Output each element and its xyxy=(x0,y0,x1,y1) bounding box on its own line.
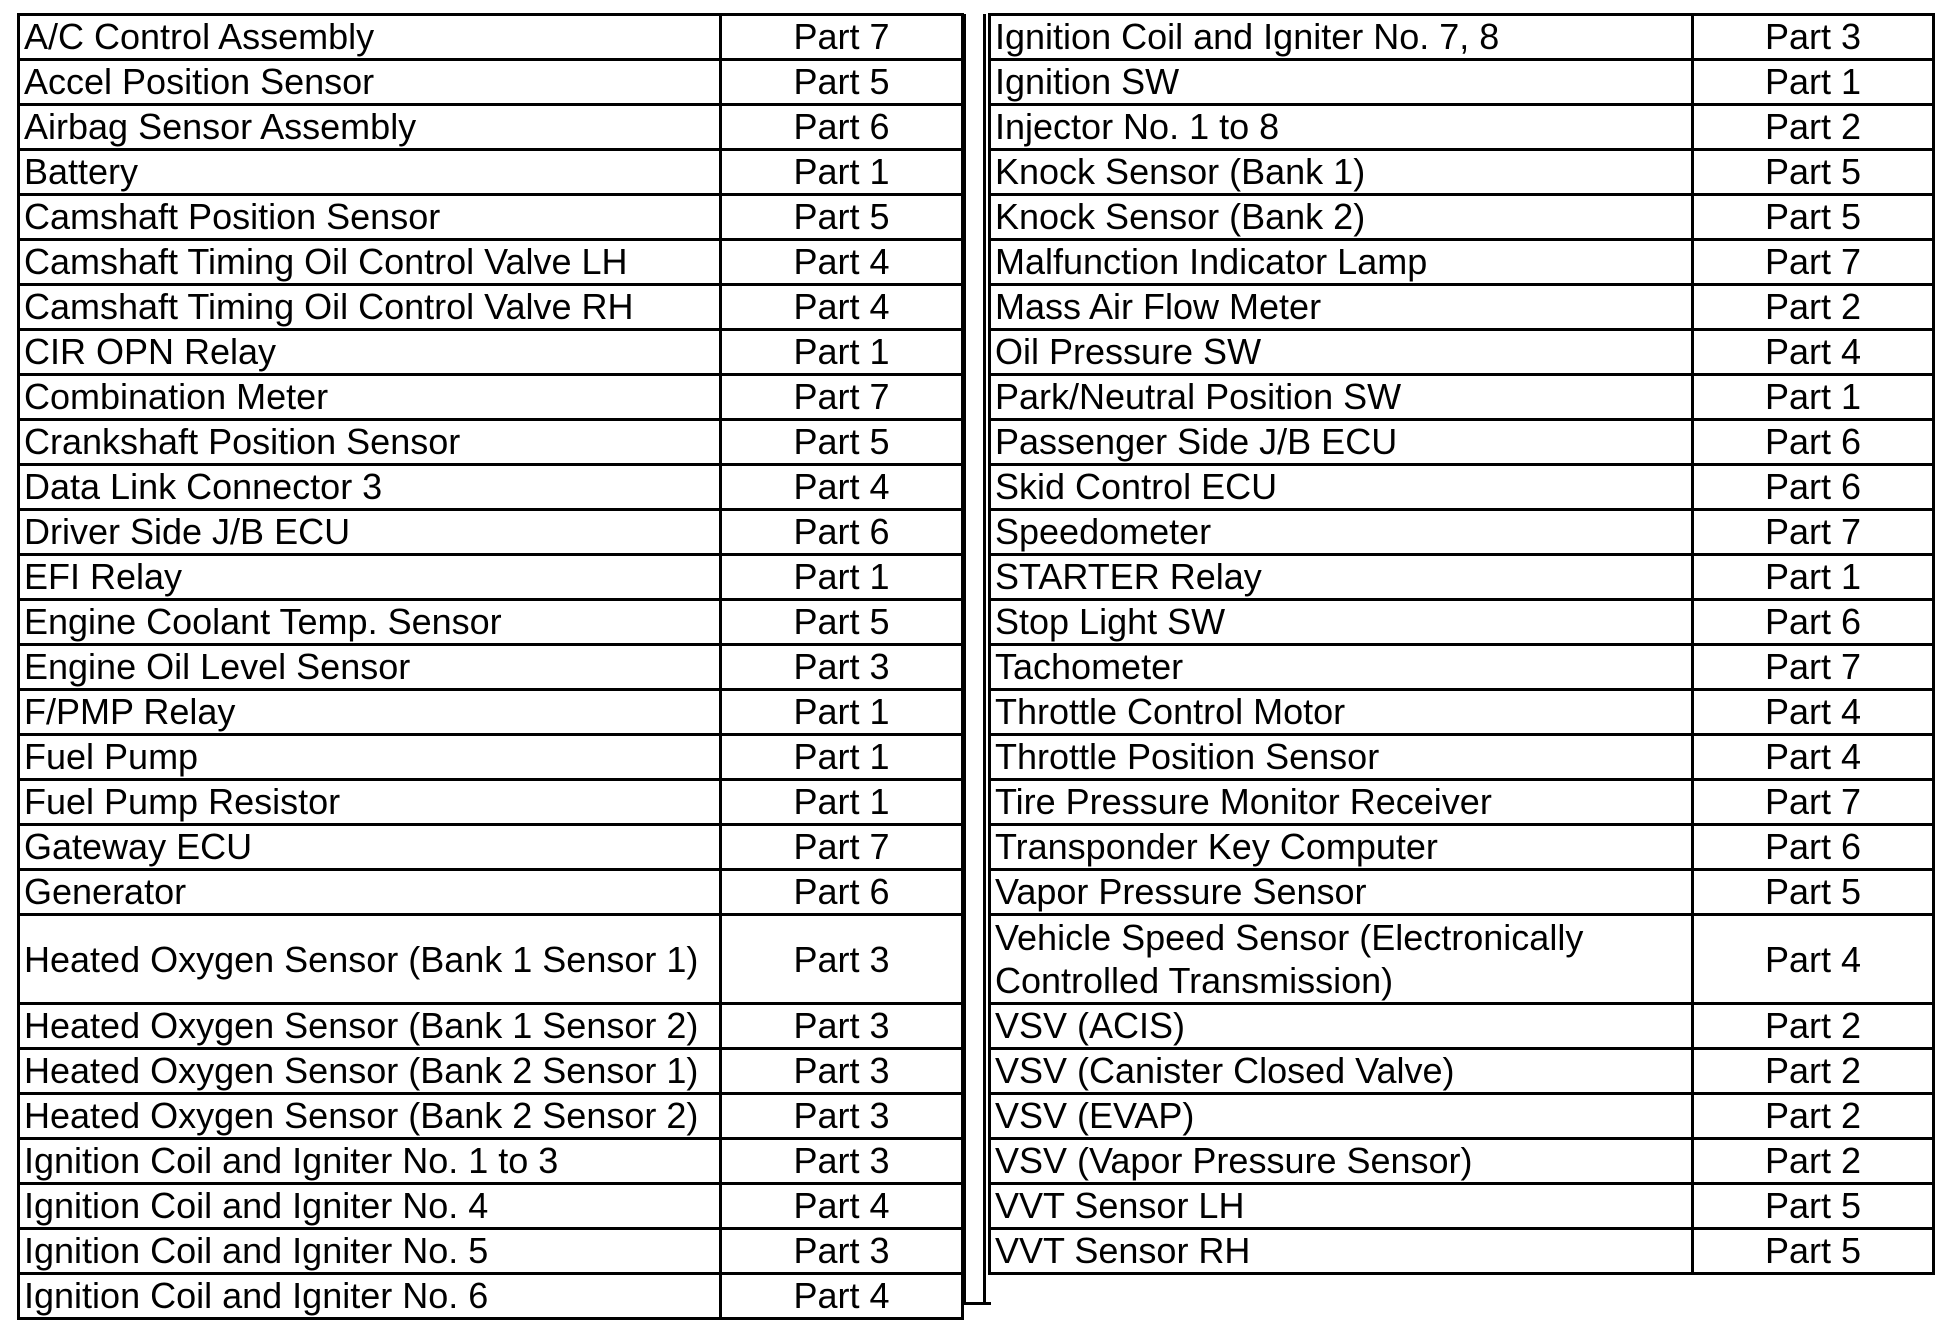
part-reference-cell: Part 1 xyxy=(721,780,963,825)
component-table-right xyxy=(988,13,1935,1275)
part-reference-cell: Part 7 xyxy=(1693,510,1934,555)
table-row xyxy=(19,915,963,1004)
column-separator xyxy=(963,14,986,1305)
component-name-cell: Malfunction Indicator Lamp xyxy=(990,240,1693,285)
component-name-cell: Engine Coolant Temp. Sensor xyxy=(19,600,721,645)
part-reference-cell: Part 2 xyxy=(1693,1094,1934,1139)
component-name-cell: VSV (EVAP) xyxy=(990,1094,1693,1139)
part-reference-cell: Part 4 xyxy=(721,285,963,330)
part-reference-cell: Part 5 xyxy=(1693,150,1934,195)
table-row xyxy=(19,420,963,465)
component-name-cell: Generator xyxy=(19,870,721,915)
table-row xyxy=(19,1049,963,1094)
part-reference-cell: Part 4 xyxy=(721,240,963,285)
component-name-cell: A/C Control Assembly xyxy=(19,15,721,60)
part-reference-cell: Part 3 xyxy=(721,1139,963,1184)
table-row xyxy=(990,285,1934,330)
table-row xyxy=(19,465,963,510)
table-row xyxy=(990,735,1934,780)
part-reference-cell: Part 7 xyxy=(1693,645,1934,690)
component-name-cell: Heated Oxygen Sensor (Bank 1 Sensor 1) xyxy=(19,915,721,1004)
component-name-cell: VVT Sensor RH xyxy=(990,1229,1693,1274)
table-row xyxy=(990,1184,1934,1229)
part-reference-cell: Part 7 xyxy=(721,375,963,420)
table-row xyxy=(19,555,963,600)
table-row xyxy=(990,195,1934,240)
component-name-cell: Fuel Pump xyxy=(19,735,721,780)
table-row xyxy=(990,600,1934,645)
component-name-cell: Mass Air Flow Meter xyxy=(990,285,1693,330)
part-reference-cell: Part 5 xyxy=(721,600,963,645)
component-name-cell: Gateway ECU xyxy=(19,825,721,870)
table-row xyxy=(990,240,1934,285)
table-row xyxy=(19,690,963,735)
component-name-cell: Camshaft Timing Oil Control Valve RH xyxy=(19,285,721,330)
table-row xyxy=(990,1049,1934,1094)
part-reference-cell: Part 1 xyxy=(721,735,963,780)
part-reference-cell: Part 7 xyxy=(721,825,963,870)
component-name-cell: Ignition Coil and Igniter No. 5 xyxy=(19,1229,721,1274)
component-name-cell: Knock Sensor (Bank 1) xyxy=(990,150,1693,195)
component-name-cell: Camshaft Timing Oil Control Valve LH xyxy=(19,240,721,285)
part-reference-cell: Part 6 xyxy=(721,105,963,150)
table-row xyxy=(990,465,1934,510)
part-reference-cell: Part 1 xyxy=(1693,375,1934,420)
part-reference-cell: Part 3 xyxy=(721,1049,963,1094)
component-name-cell: Speedometer xyxy=(990,510,1693,555)
table-row xyxy=(19,285,963,330)
component-name-cell: Vehicle Speed Sensor (Electronically Controlled Transmission) xyxy=(990,915,1693,1004)
part-reference-cell: Part 2 xyxy=(1693,105,1934,150)
component-name-cell: Throttle Position Sensor xyxy=(990,735,1693,780)
part-reference-cell: Part 4 xyxy=(721,1184,963,1229)
component-name-cell: F/PMP Relay xyxy=(19,690,721,735)
component-name-cell: Stop Light SW xyxy=(990,600,1693,645)
part-reference-cell: Part 2 xyxy=(1693,1049,1934,1094)
table-row xyxy=(19,195,963,240)
table-row xyxy=(990,105,1934,150)
table-row xyxy=(19,1004,963,1049)
part-reference-cell: Part 5 xyxy=(1693,1184,1934,1229)
table-row xyxy=(19,1184,963,1229)
component-name-cell: Engine Oil Level Sensor xyxy=(19,645,721,690)
part-reference-cell: Part 4 xyxy=(1693,915,1934,1004)
component-name-cell: Ignition Coil and Igniter No. 1 to 3 xyxy=(19,1139,721,1184)
part-reference-cell: Part 5 xyxy=(1693,1229,1934,1274)
table-row xyxy=(990,870,1934,915)
component-name-cell: Passenger Side J/B ECU xyxy=(990,420,1693,465)
part-reference-cell: Part 1 xyxy=(721,555,963,600)
component-table-right-body xyxy=(990,15,1934,1274)
table-row xyxy=(990,510,1934,555)
component-table-left-body xyxy=(19,15,963,1319)
component-name-cell: Driver Side J/B ECU xyxy=(19,510,721,555)
table-row xyxy=(990,420,1934,465)
part-reference-cell: Part 5 xyxy=(721,195,963,240)
component-name-cell: VVT Sensor LH xyxy=(990,1184,1693,1229)
part-reference-cell: Part 1 xyxy=(721,330,963,375)
table-row xyxy=(19,1094,963,1139)
component-name-cell: VSV (Canister Closed Valve) xyxy=(990,1049,1693,1094)
table-row xyxy=(19,645,963,690)
part-reference-cell: Part 2 xyxy=(1693,1139,1934,1184)
part-reference-cell: Part 7 xyxy=(1693,240,1934,285)
component-name-cell: Transponder Key Computer xyxy=(990,825,1693,870)
component-name-cell: Combination Meter xyxy=(19,375,721,420)
table-row xyxy=(19,780,963,825)
table-row xyxy=(19,510,963,555)
table-row xyxy=(990,780,1934,825)
table-row xyxy=(990,555,1934,600)
component-name-cell: Skid Control ECU xyxy=(990,465,1693,510)
component-table-left xyxy=(17,13,964,1320)
part-reference-cell: Part 4 xyxy=(1693,330,1934,375)
part-reference-cell: Part 5 xyxy=(721,60,963,105)
component-name-cell: VSV (Vapor Pressure Sensor) xyxy=(990,1139,1693,1184)
component-name-cell: Knock Sensor (Bank 2) xyxy=(990,195,1693,240)
part-reference-cell: Part 4 xyxy=(1693,735,1934,780)
component-name-cell: Camshaft Position Sensor xyxy=(19,195,721,240)
component-name-cell: Accel Position Sensor xyxy=(19,60,721,105)
table-row xyxy=(990,15,1934,60)
component-name-cell: Fuel Pump Resistor xyxy=(19,780,721,825)
table-row xyxy=(990,825,1934,870)
component-name-cell: Tachometer xyxy=(990,645,1693,690)
component-name-cell: Data Link Connector 3 xyxy=(19,465,721,510)
table-row xyxy=(19,1139,963,1184)
component-name-cell: Ignition Coil and Igniter No. 7, 8 xyxy=(990,15,1693,60)
component-name-cell: Battery xyxy=(19,150,721,195)
table-row xyxy=(990,330,1934,375)
part-reference-cell: Part 5 xyxy=(1693,195,1934,240)
part-reference-cell: Part 4 xyxy=(721,1274,963,1319)
component-name-cell: Heated Oxygen Sensor (Bank 2 Sensor 2) xyxy=(19,1094,721,1139)
component-name-cell: STARTER Relay xyxy=(990,555,1693,600)
component-name-cell: CIR OPN Relay xyxy=(19,330,721,375)
component-name-cell: Ignition Coil and Igniter No. 6 xyxy=(19,1274,721,1319)
table-row xyxy=(19,825,963,870)
component-name-cell: Heated Oxygen Sensor (Bank 2 Sensor 1) xyxy=(19,1049,721,1094)
part-reference-cell: Part 2 xyxy=(1693,1004,1934,1049)
part-reference-cell: Part 6 xyxy=(721,870,963,915)
part-reference-cell: Part 1 xyxy=(721,690,963,735)
part-reference-cell: Part 4 xyxy=(721,465,963,510)
component-name-cell: Park/Neutral Position SW xyxy=(990,375,1693,420)
part-reference-cell: Part 5 xyxy=(721,420,963,465)
table-row xyxy=(990,1004,1934,1049)
part-reference-cell: Part 3 xyxy=(721,915,963,1004)
component-name-cell: VSV (ACIS) xyxy=(990,1004,1693,1049)
table-row xyxy=(990,1139,1934,1184)
part-reference-cell: Part 7 xyxy=(1693,780,1934,825)
table-row xyxy=(19,60,963,105)
table-row xyxy=(990,690,1934,735)
part-reference-cell: Part 3 xyxy=(721,645,963,690)
table-row xyxy=(19,150,963,195)
table-row xyxy=(19,1274,963,1319)
table-row xyxy=(19,240,963,285)
table-row xyxy=(990,645,1934,690)
component-name-cell: Injector No. 1 to 8 xyxy=(990,105,1693,150)
table-row xyxy=(19,870,963,915)
part-reference-cell: Part 1 xyxy=(721,150,963,195)
table-row xyxy=(19,330,963,375)
component-name-cell: Vapor Pressure Sensor xyxy=(990,870,1693,915)
table-row xyxy=(19,600,963,645)
component-name-cell: Crankshaft Position Sensor xyxy=(19,420,721,465)
part-reference-cell: Part 1 xyxy=(1693,555,1934,600)
component-name-cell: Tire Pressure Monitor Receiver xyxy=(990,780,1693,825)
part-reference-cell: Part 1 xyxy=(1693,60,1934,105)
part-reference-cell: Part 3 xyxy=(721,1004,963,1049)
part-reference-cell: Part 6 xyxy=(1693,420,1934,465)
part-reference-cell: Part 2 xyxy=(1693,285,1934,330)
column-separator-bottom-edge xyxy=(963,1302,991,1305)
component-name-cell: Ignition Coil and Igniter No. 4 xyxy=(19,1184,721,1229)
table-row xyxy=(19,15,963,60)
component-name-cell: Throttle Control Motor xyxy=(990,690,1693,735)
table-row xyxy=(990,60,1934,105)
table-row xyxy=(19,1229,963,1274)
part-reference-cell: Part 5 xyxy=(1693,870,1934,915)
part-reference-cell: Part 4 xyxy=(1693,690,1934,735)
component-name-cell: EFI Relay xyxy=(19,555,721,600)
component-name-cell: Airbag Sensor Assembly xyxy=(19,105,721,150)
part-reference-cell: Part 6 xyxy=(1693,825,1934,870)
component-name-cell: Oil Pressure SW xyxy=(990,330,1693,375)
component-name-cell: Ignition SW xyxy=(990,60,1693,105)
table-row xyxy=(19,375,963,420)
part-reference-cell: Part 6 xyxy=(1693,600,1934,645)
table-row xyxy=(990,1094,1934,1139)
table-row xyxy=(990,1229,1934,1274)
part-reference-cell: Part 3 xyxy=(721,1094,963,1139)
part-reference-cell: Part 7 xyxy=(721,15,963,60)
part-reference-cell: Part 3 xyxy=(721,1229,963,1274)
table-row xyxy=(990,375,1934,420)
component-name-cell: Heated Oxygen Sensor (Bank 1 Sensor 2) xyxy=(19,1004,721,1049)
table-row xyxy=(990,915,1934,1004)
table-row xyxy=(19,105,963,150)
part-reference-cell: Part 6 xyxy=(1693,465,1934,510)
table-row xyxy=(990,150,1934,195)
part-reference-cell: Part 6 xyxy=(721,510,963,555)
part-reference-cell: Part 3 xyxy=(1693,15,1934,60)
table-row xyxy=(19,735,963,780)
